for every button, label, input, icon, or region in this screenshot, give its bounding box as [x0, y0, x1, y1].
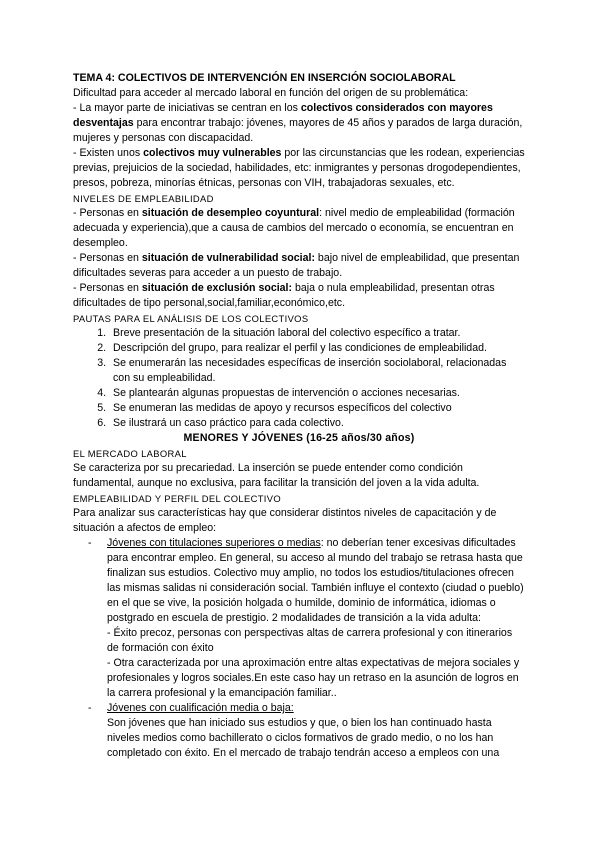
mercado-text: Se caracteriza por su precariedad. La inserción se puede entender como condición fundamental, aunque no exclusiva, para facilitar la transición del joven a la vida adulta.: [73, 462, 480, 489]
jovenes-subitem: - Otra caracterizada por una aproximación entre altas expectativas de mejora sociales y profesionales y logros sociales.En este caso hay un retraso en la asunción de logros en la carrera profesional y la emancipación familiar..: [107, 657, 520, 699]
pauta-item: 3. Se enumerarán las necesidades específicas de inserción sociolaboral, relacionadas con su empleabilidad.: [109, 356, 525, 386]
jovenes-label: Jóvenes con titulaciones superiores o medias: [107, 537, 321, 549]
pautas-list: [73, 326, 525, 431]
intro-text: Dificultad para acceder al mercado laboral en función del origen de su problemática:: [73, 87, 469, 99]
jovenes-label: Jóvenes con cualificación media o baja:: [107, 702, 294, 714]
pautas-heading: PAUTAS PARA EL ANÁLISIS DE LOS COLECTIVOS: [73, 313, 309, 324]
document-title: TEMA 4: COLECTIVOS DE INTERVENCIÓN EN INSERCIÓN SOCIOLABORAL: [73, 72, 456, 84]
intro-paragraph-2: - Existen unos colectivos muy vulnerables por las circunstancias que les rodean, experiencias previas, prejuicios de la sociedad, habilidades, etc: inmigrantes y personas drogodependientes, presos, pobreza, minorías étnicas, personas con VIH, trabajadoras sexuales, etc.: [73, 147, 525, 189]
pauta-item: 1. Breve presentación de la situación laboral del colectivo específico a tratar.: [109, 326, 525, 341]
menores-heading: MENORES Y JÓVENES (16-25 años/30 años): [183, 432, 415, 444]
jovenes-list: [73, 536, 525, 761]
nivel-item: - Personas en situación de exclusión social: baja o nula empleabilidad, presentan otras dificultades de tipo personal,social,familiar,económico,etc.: [73, 282, 495, 309]
niveles-heading: NIVELES DE EMPLEABILIDAD: [73, 193, 214, 204]
nivel-item: - Personas en situación de desempleo coyuntural: nivel medio de empleabilidad (formación adecuada y experiencia),que a causa de cambios del mercado o economía, se encuentran en desempleo.: [73, 207, 515, 249]
jovenes-item: [107, 701, 525, 761]
mercado-heading: EL MERCADO LABORAL: [73, 448, 187, 459]
perfil-text: Para analizar sus características hay que considerar distintos niveles de capacitación y de situación a afectos de empleo:: [73, 507, 497, 534]
nivel-item: - Personas en situación de vulnerabilidad social: bajo nivel de empleabilidad, que presentan dificultades severas para acceder a un puesto de trabajo.: [73, 252, 520, 279]
jovenes-subitem: - Éxito precoz, personas con perspectivas altas de carrera profesional y con itinerarios de formación con éxito: [107, 627, 513, 654]
intro-paragraph-1: - La mayor parte de iniciativas se centran en los colectivos considerados con mayores desventajas para encontrar trabajo: jóvenes, mayores de 45 años y parados de larga duración, mujeres y personas con discapacidad.: [73, 102, 523, 144]
jovenes-item: [107, 536, 525, 701]
jovenes-body: : no deberían tener excesivas dificultades para encontrar empleo. En general, su acceso al mundo del trabajo se retrasa hasta que finalizan sus estudios. Colectivo muy amplio, no todos los estudios/titulaciones ofrecen las mismas salidas ni consideración social. También influye el contexto (ciudad o pueblo) en el que se vive, la posición holgada o humilde, dominio de informática, idiomas o postgrado en escuela de prestigio. 2 modalidades de transición a la vida adulta:: [107, 537, 524, 624]
jovenes-body: Son jóvenes que han iniciado sus estudios y que, o bien los han continuado hasta niveles medios como bachillerato o ciclos formativos de grado medio, o no los han completado con éxito. En el mercado de trabajo tendrán acceso a empleos con una: [107, 717, 500, 759]
pauta-item: 6. Se ilustrará un caso práctico para cada colectivo.: [109, 416, 525, 431]
pauta-item: 2. Descripción del grupo, para realizar el perfil y las condiciones de empleabilidad.: [109, 341, 525, 356]
document-body: [73, 71, 525, 761]
perfil-heading: EMPLEABILIDAD Y PERFIL DEL COLECTIVO: [73, 493, 281, 504]
pauta-item: 5. Se enumeran las medidas de apoyo y recursos específicos del colectivo: [109, 401, 525, 416]
pauta-item: 4. Se plantearán algunas propuestas de intervención o acciones necesarias.: [109, 386, 525, 401]
